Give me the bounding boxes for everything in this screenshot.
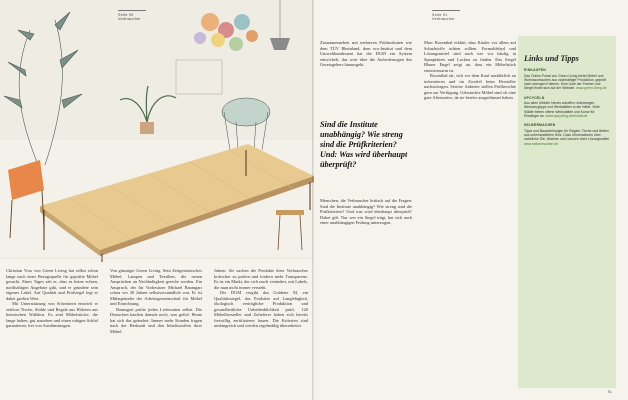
sidebar-link-selbermachen[interactable]: www.selbermachen.de	[524, 141, 559, 146]
sidebar-heading-selbermachen: SELBERMACHEN	[524, 123, 556, 128]
pull-quote: Sind die Institute unabhängig? Wie streng sind die Prüfkriterien? Und: Was wird überhaupt überprüft?	[320, 120, 408, 169]
sidebar-heading-upcyceln: UPCYCELN	[524, 95, 545, 100]
links-and-tips-sidebar	[518, 36, 616, 388]
right-column-1-top: Zusammenarbeit mit mehreren Prüfinstituten wie dem TÜV Rheinland, dem eco-Institut und dem Umweltbundesamt hat die DGM ein System entwickelt, das weit über die Anforderungen des Gesetzgebers hinausgeht.	[320, 40, 412, 67]
right-column-1-bottom: Menschen, die Verbraucher kritisch auf die Fragen: Sind die Institute unabhängig? Wie streng sind die Prüfkriterien? Und was wird überhaupt überprüft? Dabei gilt: Nur wer ein Siegel trägt, hat sich auch einer unabhängigen Prüfung unterzogen.	[320, 198, 412, 225]
sidebar-link-einkaufen[interactable]: www.green-living.de	[576, 86, 607, 91]
sidebar-text-einkaufen: Das Online-Portal von Green Living bietet Möbel und Wohnaccessoires aus nachhaltiger Produktion, geprüft nach strengen Kriterien. Eine Liste der Partner und Siegel findet sich auf der Website. www.green-living.de	[524, 73, 607, 91]
furniture-illustration	[0, 0, 314, 262]
sidebar-text-upcyceln: Aus alten Möbeln Neues schaffen: Anleitungen, Werkzeugtipps und Werkstätten in der Nähe. Viele Städte bieten offene Werkstätten und Kurse für Einsteiger an. www.upcycling-werkstatt.de	[524, 101, 600, 119]
sidebar-title: Links und Tipps	[524, 54, 579, 63]
sidebar-text-selbermachen: Tipps und Bauanleitungen für Regale, Tische und Betten aus unbehandeltem Holz. Dazu Informationen über natürliche Öle, Wachse und Lasuren ohne Lösungsmittel. www.selbermachen.de	[524, 128, 611, 146]
right-folio: Seite 91 Verbraucher	[432, 12, 455, 21]
left-column-1: Christian Voss von Green Living hat selbst schon lange nach einer Bezugsquelle für geprüfte Möbel gesucht. Eines Tages sah er, dass es keine echten, nachhaltigen Angebote gibt, und er gründete sein eigenes Label. Auf Qualität und Prüfsiegel legt er dabei großen Wert. Mit Unterstützung von Schreinern entwirft er zeitlose Tische, Stühle und Regale aus Hölzern aus heimischen Wäldern. Es sind Möbelstücke, die lange halten, gut aussehen und einen ruhigen Schlaf garantieren, frei von Ausdünstungen.	[6, 268, 98, 328]
sidebar-heading-einkaufen: EINKAUFEN	[524, 68, 546, 72]
left-column-3: Jahren. Sie suchen die Produkte ihrer Verbraucher kritischer zu prüfen und fordern mehr Transparenz. Es ist ein Markt, der sich rasch verändert, mit Labels, die man nicht immer versteht. Die DGM vergibt das Goldene M, ein Qualitätssiegel, das Produkte auf Langlebigkeit, ökologisch verträgliche Produktion und gesundheitliche Unbedenklichkeit prüft. 120 Möbelhersteller und Zulieferer haben sich bereits freiwillig zertifizieren lassen. Die Kriterien sind umfangreich und werden regelmäßig überarbeitet.	[214, 268, 308, 328]
left-column-2: Von günstiger Green Living. Sein Zeitgenössisches Möbel, Lampen und Textilien, die neuen Ansprüchen an Nachhaltigkeit gerecht werden. Ein Anspruch, der für Vorbesitzer Michael Baumgart schon vor 30 Jahren selbstverständlich war. Er ist Mitbegründer der Arbeitsgemeinschaft für Möbel und Einrichtung. Baumgart prüfte jeden Lieferanten selbst. Die Deutschen kauften damals noch, was gefiel. Heute hat sich das geändert: Immer mehr Kunden fragen nach der Herkunft und den Inhaltsstoffen ihrer Möbel.	[110, 268, 202, 334]
page-number: 91	[608, 390, 612, 394]
sidebar-link-upcyceln[interactable]: www.upcycling-werkstatt.de	[545, 114, 588, 119]
right-column-2: Marc Rosenthal erklärt, dass Käufer vor allem auf Schadstoffe achten sollten. Formaldehyd und Lösungsmittel sind nach wie vor häufig in Spanplatten und Lacken zu finden. Das Siegel Blauer Engel zeigt an, dass ein Möbelstück emissionsarm ist. Rosenthal rät, sich vor dem Kauf ausführlich zu informieren und im Zweifel beim Hersteller nachzufragen. Seriöse Anbieter stellen Prüfberichte gern zur Verfügung. Gebrauchte Möbel sind oft eine gute Alternative, da sie bereits ausgedünstet haben.	[424, 40, 516, 100]
left-folio: Seite 90 Verbraucher	[118, 12, 141, 21]
